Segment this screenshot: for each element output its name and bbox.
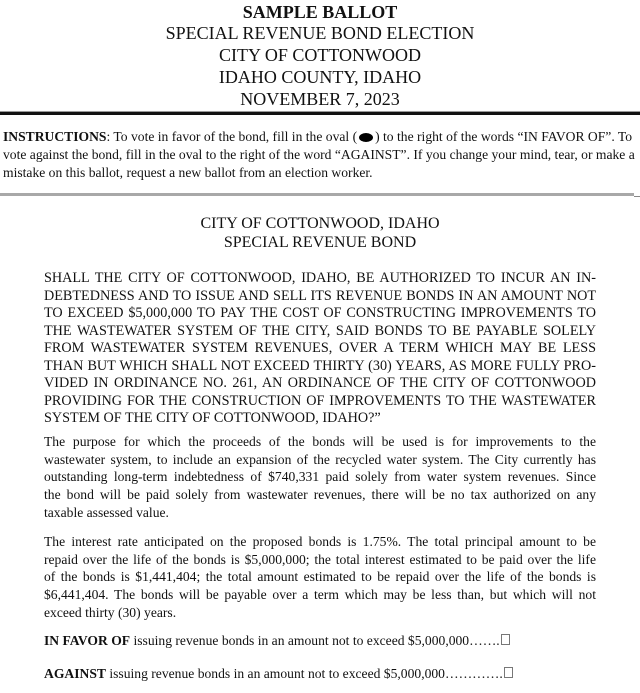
- election-date: NOVEMBER 7, 2023: [240, 89, 400, 109]
- purpose-paragraph: [44, 433, 596, 522]
- option-against[interactable]: [44, 665, 513, 683]
- interest-line: The interest rate anticipated on the proposed bonds is 1.75%. The total principal amount to be: [44, 534, 596, 549]
- section-title: CITY OF COTTONWOOD, IDAHO: [200, 215, 440, 232]
- question-line: THE WASTEWATER SYSTEM OF THE CITY, SAID BONDS TO BE PAYABLE SOLELY: [44, 322, 596, 339]
- header-divider: [0, 111, 640, 115]
- section-subtitle: SPECIAL REVENUE BOND: [223, 234, 417, 251]
- option-label: IN FAVOR OF: [44, 633, 131, 648]
- option-text: issuing revenue bonds in an amount not to exceed $5,000,000…….: [130, 633, 500, 648]
- instructions-divider: [0, 193, 634, 196]
- option-text: issuing revenue bonds in an amount not to exceed $5,000,000………….: [105, 666, 503, 681]
- question-line: FROM WASTEWATER SYSTEM REVENUES, OVER A TERM WHICH MAY BE LESS: [44, 340, 596, 356]
- purpose-line: taxable assessed value.: [44, 504, 169, 520]
- question-line: PROVIDING FOR THE CONSTRUCTION OF IMPROVEMENTS TO THE WASTEWATER: [44, 392, 596, 409]
- election-name: SPECIAL REVENUE BOND ELECTION: [165, 23, 475, 43]
- question-line: SHALL THE CITY OF COTTONWOOD, IDAHO, BE AUTHORIZED TO INCUR AN IN-: [44, 270, 596, 286]
- option-label: AGAINST: [44, 666, 106, 681]
- purpose-line: the bond will be paid solely from wastewater revenues, there will be no tax authorized on any: [44, 487, 596, 503]
- interest-line: $6,441,404. The bonds will be payable over a term which may be less than, but which will not: [44, 587, 596, 603]
- question-line: SYSTEM OF THE CITY OF COTTONWOOD, IDAHO?”: [44, 410, 381, 426]
- filled-oval-icon: [359, 133, 373, 142]
- ballot-question: [44, 270, 596, 428]
- question-line: THAN BUT WHICH SHALL NOT EXCEED THIRTY (30) YEARS, AS MORE FULLY PRO-: [44, 357, 596, 374]
- instructions-label: INSTRUCTIONS: [3, 129, 107, 144]
- vote-oval-checkbox[interactable]: [501, 634, 510, 645]
- purpose-line: wastewater system, to include an expansion of the recycled water system. The City currently has: [44, 451, 596, 467]
- interest-paragraph: [44, 533, 596, 622]
- interest-line: exceed thirty (30) years.: [44, 604, 177, 620]
- interest-line: repaid over the life of the bonds is $5,000,000; the total interest estimated to be paid over the life: [44, 551, 596, 567]
- question-line: TO EXCEED $5,000,000 TO PAY THE COST OF CONSTRUCTING IMPROVEMENTS TO: [44, 305, 596, 321]
- interest-line: of the bonds is $1,441,404; the total amount estimated to be repaid over the life of the bonds is: [44, 569, 596, 585]
- option-in-favor[interactable]: [44, 632, 510, 650]
- instructions-text-2: ) to the right of the words “IN FAVOR OF”. To vote against the bond, fill in the oval to the right of the word “AGAINST”. If you change your mind, tear, or make a mistake on this ballot, request a new ballot from an election worker.: [3, 129, 635, 180]
- vote-oval-checkbox[interactable]: [504, 667, 513, 678]
- question-line: DEBTEDNESS AND TO ISSUE AND SELL ITS REVENUE BONDS IN AN AMOUNT NOT: [44, 287, 596, 304]
- purpose-line: The purpose for which the proceeds of the bonds will be used is for improvements to the: [44, 434, 596, 449]
- question-line: VIDED IN ORDINANCE NO. 261, AN ORDINANCE OF THE CITY OF COTTONWOOD: [44, 375, 596, 391]
- purpose-line: outstanding long-term indebtedness of $740,331 paid solely from water system revenues. Since: [44, 469, 596, 485]
- instructions-text-1: : To vote in favor of the bond, fill in the oval (: [106, 129, 358, 144]
- ballot-title: SAMPLE BALLOT: [242, 2, 398, 22]
- divider-tail: [634, 196, 640, 197]
- county-name: IDAHO COUNTY, IDAHO: [218, 67, 422, 87]
- instructions: [3, 128, 635, 182]
- city-name: CITY OF COTTONWOOD: [219, 45, 421, 65]
